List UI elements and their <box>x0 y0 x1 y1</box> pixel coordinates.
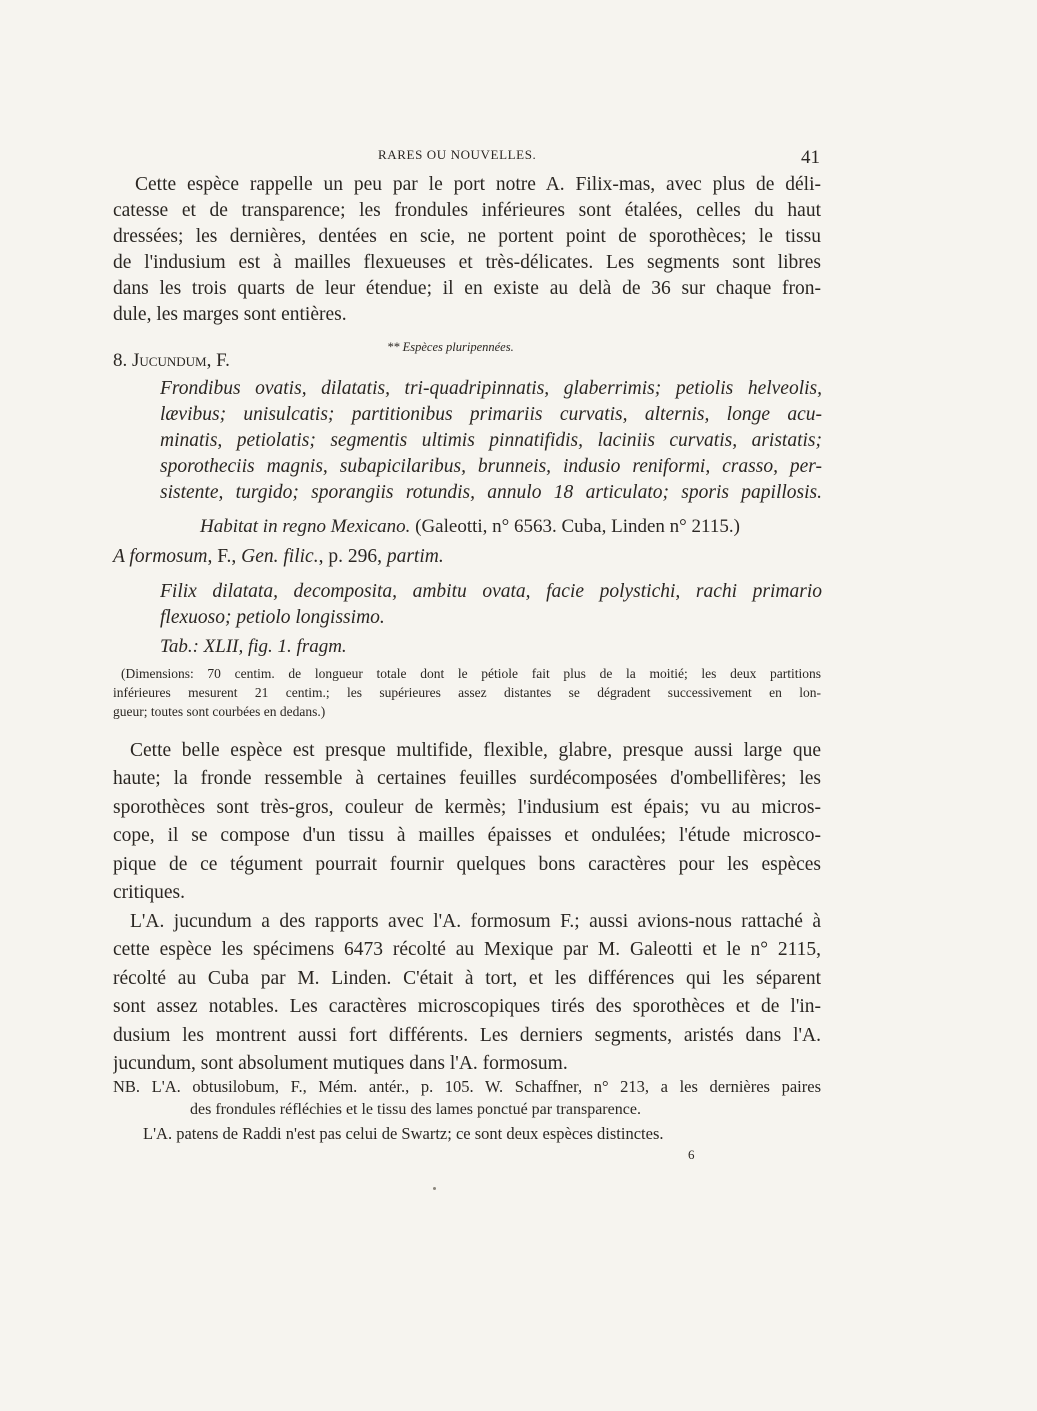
text-line: Frondibus ovatis, dilatatis, tri-quadripinnatis, glaberrimis; petiolis helveolis, <box>160 378 822 399</box>
text-line: L'A. jucundum a des rapports avec l'A. formosum F.; aussi avions-nous rattaché à <box>130 911 821 932</box>
synonym-diagnosis <box>160 579 822 631</box>
text-line: sistente, turgido; sporangiis rotundis, annulo 18 articulato; sporis papillosis. <box>160 482 822 503</box>
paragraph-comparison <box>113 908 821 1078</box>
text-line: cope, il se compose d'un tissu à mailles épaisses et ondulées; l'étude microsco- <box>113 825 821 847</box>
synonym-page: , p. 296, <box>318 546 387 567</box>
text-line: gueur; toutes sont courbées en dedans.) <box>113 704 326 719</box>
text-line: minatis, petiolatis; segmentis ultimis pinnatifidis, laciniis curvatis, aristatis; <box>160 430 822 451</box>
text-line: dule, les marges sont entières. <box>113 304 347 325</box>
text-line: haute; la fronde ressemble à certaines feuilles surdécomposées d'ombellifères; les <box>113 768 821 790</box>
ink-speck <box>433 1187 436 1190</box>
text-line: des frondules réfléchies et le tissu des lames ponctué par transparence. <box>190 1101 641 1118</box>
text-line: dressées; les dernières, dentées en scie, ne portent point de sporothèces; le tissu <box>113 226 821 247</box>
habitat-label: Habitat in regno Mexicano. <box>200 516 411 537</box>
page-number: 41 <box>801 147 820 168</box>
text-line: cette espèce les spécimens 6473 récolté au Mexique par M. Galeotti et le n° 2115, <box>113 939 821 961</box>
synonym-reference: Gen. filic. <box>241 546 319 567</box>
text-line: jucundum, sont absolument mutiques dans l'A. formosum. <box>113 1053 568 1075</box>
species-name: Jucundum <box>132 350 207 371</box>
text-line: critiques. <box>113 882 186 904</box>
text-line: sporotheciis magnis, subapicilaribus, brunneis, indusio reniformi, crasso, per- <box>160 456 822 477</box>
species-author: , F. <box>206 350 230 371</box>
section-heading: ** Espèces pluripennées. <box>387 340 514 354</box>
dimensions-note <box>113 664 821 721</box>
species-number: 8. <box>113 350 128 371</box>
habitat-line <box>200 516 740 538</box>
running-header: RARES OU NOUVELLES. <box>378 147 537 162</box>
latin-diagnosis <box>160 376 822 506</box>
text-line: sont assez notables. Les caractères microscopiques tirés des sporothèces et de l'in- <box>113 996 821 1018</box>
text-line: dans les trois quarts de leur étendue; il en existe au delà de 36 sur chaque fron- <box>113 278 821 299</box>
note-patens: L'A. patens de Raddi n'est pas celui de Swartz; ce sont deux espèces distinctes. <box>143 1124 664 1143</box>
paragraph-description <box>113 172 821 328</box>
species-heading <box>113 350 230 372</box>
text-line: NB. L'A. obtusilobum, F., Mém. antér., p. 105. W. Schaffner, n° 213, a les dernières paires <box>113 1077 821 1096</box>
paragraph-remarks <box>113 737 821 907</box>
text-line: Filix dilatata, decomposita, ambitu ovata, facie polystichi, rachi primario <box>160 581 822 602</box>
text-line: pique de ce tégument pourrait fournir quelques bons caractères pour les espèces <box>113 853 821 875</box>
synonym-author: , F., <box>207 546 242 567</box>
synonym-line <box>113 546 444 568</box>
text-line: inférieures mesurent 21 centim.; les supérieures assez distantes se dégradent successivement en lon- <box>113 685 821 700</box>
text-line: flexuoso; petiolo longissimo. <box>160 607 385 628</box>
text-line: catesse et de transparence; les frondules inférieures sont étalées, celles du haut <box>113 200 821 221</box>
text-line: récolté au Cuba par M. Linden. C'était à tort, et les différences qui les séparent <box>113 967 821 989</box>
synonym-partim: partim. <box>386 546 444 567</box>
text-line: (Dimensions: 70 centim. de longueur totale dont le pétiole fait plus de la moitié; les deux partitions <box>121 666 821 681</box>
signature-mark: 6 <box>688 1147 695 1162</box>
text-line: dusium les montrent aussi fort différents. Les derniers segments, aristés dans l'A. <box>113 1024 821 1046</box>
nota-bene <box>113 1075 821 1121</box>
plate-reference: Tab.: XLII, fig. 1. fragm. <box>160 636 347 657</box>
synonym-name: A formosum <box>113 546 208 567</box>
text-line: sporothèces sont très-gros, couleur de kermès; l'indusium est épais; vu au micros- <box>113 796 821 818</box>
text-line: Cette belle espèce est presque multifide, flexible, glabre, presque aussi large que <box>130 740 821 761</box>
text-line: de l'indusium est à mailles flexueuses et très-délicates. Les segments sont libres <box>113 252 821 273</box>
text-line: Cette espèce rappelle un peu par le port notre A. Filix-mas, avec plus de déli- <box>135 174 821 195</box>
text-line: lævibus; unisulcatis; partitionibus primariis curvatis, alternis, longe acu- <box>160 404 822 425</box>
habitat-localities: (Galeotti, n° 6563. Cuba, Linden n° 2115.) <box>410 516 740 537</box>
